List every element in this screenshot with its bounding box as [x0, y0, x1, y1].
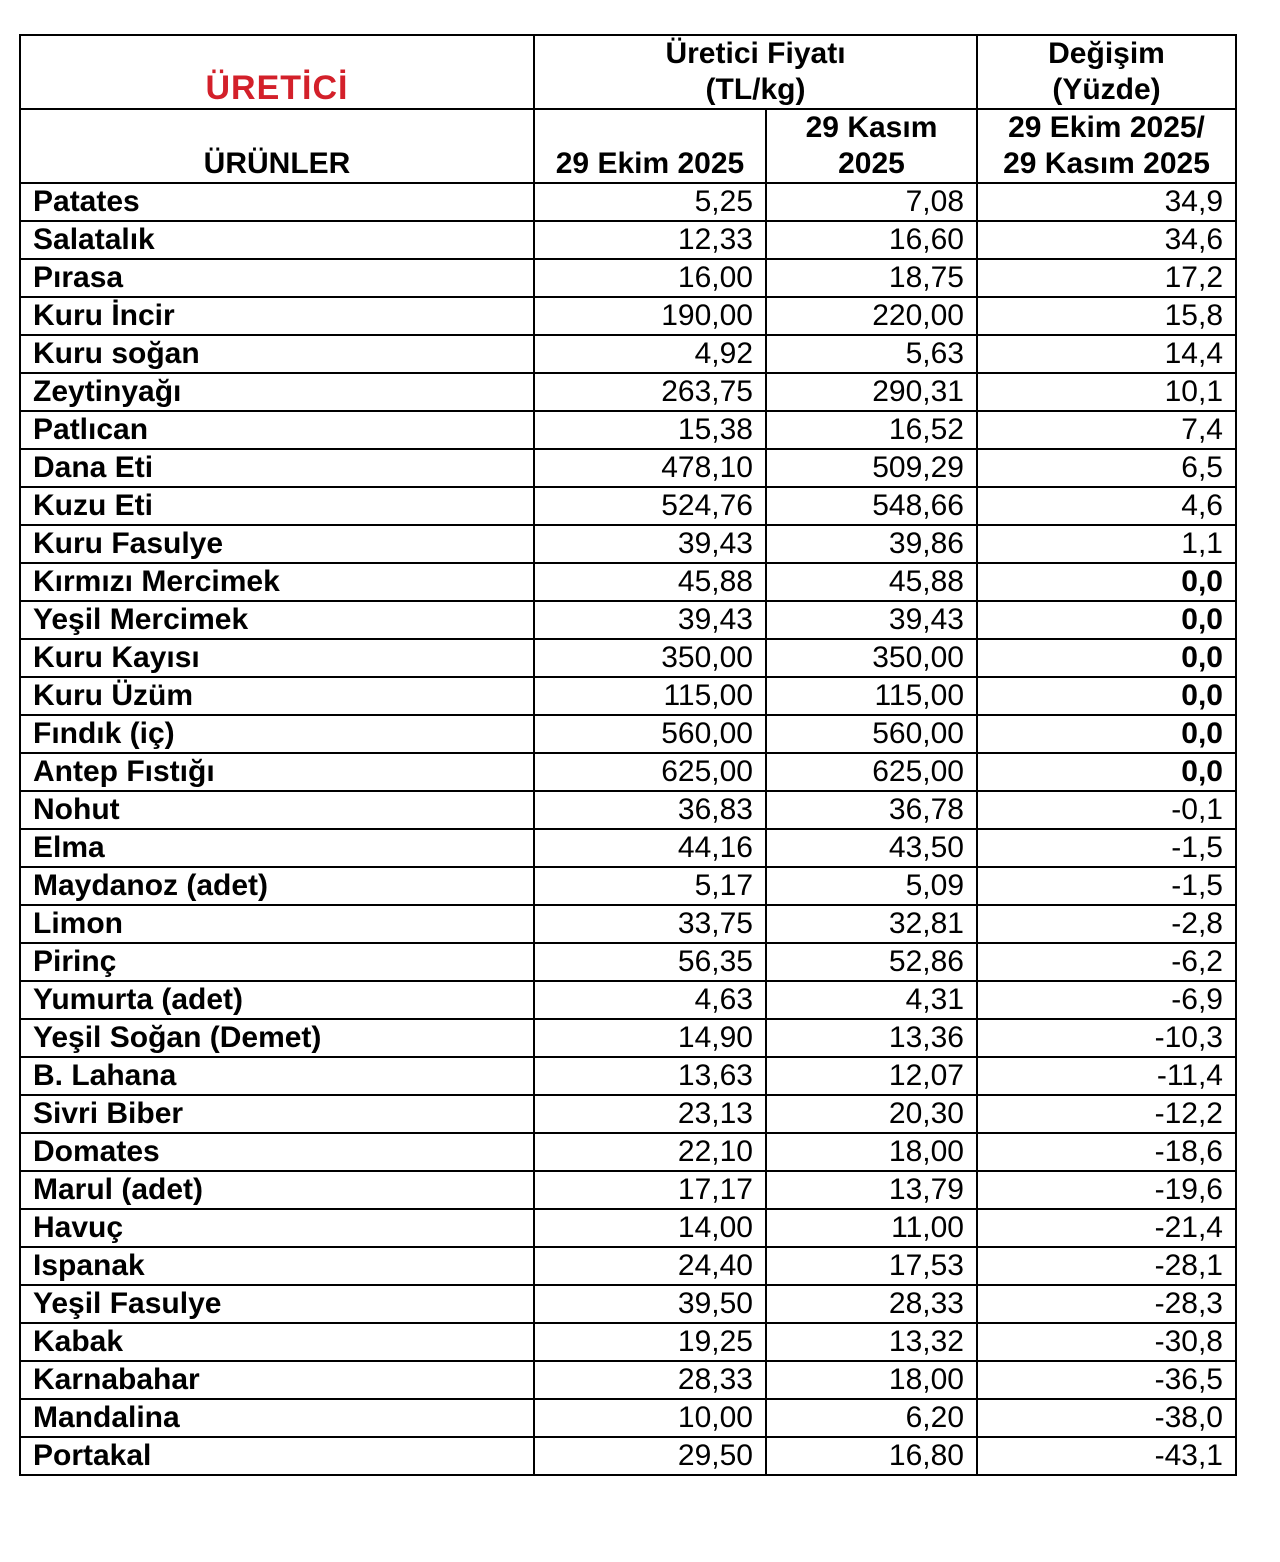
- change-percent: 10,1: [977, 373, 1236, 411]
- change-header: [977, 35, 1236, 109]
- price-oct: 350,00: [534, 639, 766, 677]
- price-oct: 12,33: [534, 221, 766, 259]
- change-percent: 6,5: [977, 449, 1236, 487]
- table-row: [20, 1209, 1236, 1247]
- producer-price-label: Üretici Fiyatı: [665, 37, 846, 70]
- price-oct: 36,83: [534, 791, 766, 829]
- change-percent: -43,1: [977, 1437, 1236, 1475]
- product-name: Kabak: [20, 1323, 534, 1361]
- table-row: [20, 373, 1236, 411]
- product-name: Pirinç: [20, 943, 534, 981]
- table-row: [20, 259, 1236, 297]
- table-row: [20, 297, 1236, 335]
- table-row: [20, 487, 1236, 525]
- change-percent: 34,6: [977, 221, 1236, 259]
- change-percent: 14,4: [977, 335, 1236, 373]
- date-nov-line1: 29 Kasım: [805, 111, 938, 144]
- product-name: Dana Eti: [20, 449, 534, 487]
- table-row: [20, 1171, 1236, 1209]
- change-percent: 0,0: [977, 563, 1236, 601]
- product-name: Kuru Kayısı: [20, 639, 534, 677]
- change-percent: 0,0: [977, 753, 1236, 791]
- change-percent: 34,9: [977, 183, 1236, 221]
- price-oct: 5,17: [534, 867, 766, 905]
- date-oct-header: 29 Ekim 2025: [534, 109, 766, 183]
- price-oct: 115,00: [534, 677, 766, 715]
- table-row: [20, 791, 1236, 829]
- price-nov: 16,60: [766, 221, 977, 259]
- product-name: Limon: [20, 905, 534, 943]
- product-name: Yeşil Fasulye: [20, 1285, 534, 1323]
- change-label: Değişim: [1048, 37, 1165, 70]
- product-name: Kuru Fasulye: [20, 525, 534, 563]
- period-line1: 29 Ekim 2025/: [1008, 111, 1205, 144]
- price-nov: 45,88: [766, 563, 977, 601]
- price-nov: 4,31: [766, 981, 977, 1019]
- product-name: Fındık (iç): [20, 715, 534, 753]
- change-unit: (Yüzde): [1052, 73, 1161, 106]
- price-oct: 23,13: [534, 1095, 766, 1133]
- price-nov: 220,00: [766, 297, 977, 335]
- change-percent: 0,0: [977, 715, 1236, 753]
- price-nov: 18,75: [766, 259, 977, 297]
- change-percent: -28,3: [977, 1285, 1236, 1323]
- date-nov-line2: 2025: [838, 147, 905, 180]
- price-oct: 478,10: [534, 449, 766, 487]
- change-percent: -6,2: [977, 943, 1236, 981]
- change-percent: 0,0: [977, 677, 1236, 715]
- table-row: [20, 715, 1236, 753]
- price-nov: 18,00: [766, 1361, 977, 1399]
- change-percent: -36,5: [977, 1361, 1236, 1399]
- price-nov: 20,30: [766, 1095, 977, 1133]
- product-name: Zeytinyağı: [20, 373, 534, 411]
- table-row: [20, 981, 1236, 1019]
- price-oct: 39,43: [534, 601, 766, 639]
- price-nov: 32,81: [766, 905, 977, 943]
- product-name: Antep Fıstığı: [20, 753, 534, 791]
- price-oct: 524,76: [534, 487, 766, 525]
- price-oct: 625,00: [534, 753, 766, 791]
- table-row: [20, 639, 1236, 677]
- table-row: [20, 829, 1236, 867]
- change-percent: 4,6: [977, 487, 1236, 525]
- product-name: Kuzu Eti: [20, 487, 534, 525]
- product-name: Pırasa: [20, 259, 534, 297]
- product-name: Elma: [20, 829, 534, 867]
- price-oct: 33,75: [534, 905, 766, 943]
- change-percent: -0,1: [977, 791, 1236, 829]
- product-name: Maydanoz (adet): [20, 867, 534, 905]
- product-name: Kırmızı Mercimek: [20, 563, 534, 601]
- header-row-bottom: [20, 109, 1236, 183]
- change-percent: 0,0: [977, 601, 1236, 639]
- price-nov: 350,00: [766, 639, 977, 677]
- change-percent: 0,0: [977, 639, 1236, 677]
- change-percent: 17,2: [977, 259, 1236, 297]
- price-oct: 15,38: [534, 411, 766, 449]
- price-oct: 16,00: [534, 259, 766, 297]
- table-row: [20, 335, 1236, 373]
- price-nov: 290,31: [766, 373, 977, 411]
- table-row: [20, 1247, 1236, 1285]
- change-percent: 7,4: [977, 411, 1236, 449]
- price-oct: 14,90: [534, 1019, 766, 1057]
- price-nov: 16,52: [766, 411, 977, 449]
- table-row: [20, 525, 1236, 563]
- change-percent: -38,0: [977, 1399, 1236, 1437]
- table-row: [20, 1399, 1236, 1437]
- table-row: [20, 943, 1236, 981]
- price-oct: 263,75: [534, 373, 766, 411]
- price-oct: 13,63: [534, 1057, 766, 1095]
- table-row: [20, 1133, 1236, 1171]
- product-name: Salatalık: [20, 221, 534, 259]
- price-oct: 56,35: [534, 943, 766, 981]
- price-nov: 18,00: [766, 1133, 977, 1171]
- product-name: Patlıcan: [20, 411, 534, 449]
- price-nov: 52,86: [766, 943, 977, 981]
- price-nov: 115,00: [766, 677, 977, 715]
- period-line2: 29 Kasım 2025: [1003, 147, 1210, 180]
- price-nov: 5,09: [766, 867, 977, 905]
- products-header: ÜRÜNLER: [20, 109, 534, 183]
- table-row: [20, 753, 1236, 791]
- price-nov: 7,08: [766, 183, 977, 221]
- product-name: Kuru Üzüm: [20, 677, 534, 715]
- table-row: [20, 1019, 1236, 1057]
- price-nov: 6,20: [766, 1399, 977, 1437]
- table-row: [20, 411, 1236, 449]
- table-row: [20, 1095, 1236, 1133]
- price-nov: 17,53: [766, 1247, 977, 1285]
- price-oct: 28,33: [534, 1361, 766, 1399]
- table-row: [20, 677, 1236, 715]
- change-percent: -30,8: [977, 1323, 1236, 1361]
- price-nov: 560,00: [766, 715, 977, 753]
- price-oct: 39,43: [534, 525, 766, 563]
- table-row: [20, 1323, 1236, 1361]
- price-nov: 548,66: [766, 487, 977, 525]
- price-oct: 17,17: [534, 1171, 766, 1209]
- product-name: Domates: [20, 1133, 534, 1171]
- price-oct: 19,25: [534, 1323, 766, 1361]
- change-percent: -2,8: [977, 905, 1236, 943]
- table-row: [20, 449, 1236, 487]
- product-name: Ispanak: [20, 1247, 534, 1285]
- change-percent: -18,6: [977, 1133, 1236, 1171]
- product-name: Patates: [20, 183, 534, 221]
- product-name: Yeşil Mercimek: [20, 601, 534, 639]
- change-percent: -28,1: [977, 1247, 1236, 1285]
- table-row: [20, 1285, 1236, 1323]
- change-percent: -1,5: [977, 829, 1236, 867]
- price-nov: 16,80: [766, 1437, 977, 1475]
- price-nov: 13,32: [766, 1323, 977, 1361]
- product-name: Kuru İncir: [20, 297, 534, 335]
- price-nov: 13,36: [766, 1019, 977, 1057]
- change-percent: -10,3: [977, 1019, 1236, 1057]
- product-name: Portakal: [20, 1437, 534, 1475]
- price-nov: 12,07: [766, 1057, 977, 1095]
- date-nov-header: [766, 109, 977, 183]
- price-oct: 29,50: [534, 1437, 766, 1475]
- change-percent: 1,1: [977, 525, 1236, 563]
- price-oct: 560,00: [534, 715, 766, 753]
- product-name: Havuç: [20, 1209, 534, 1247]
- price-oct: 45,88: [534, 563, 766, 601]
- price-nov: 5,63: [766, 335, 977, 373]
- price-nov: 11,00: [766, 1209, 977, 1247]
- price-nov: 28,33: [766, 1285, 977, 1323]
- price-oct: 10,00: [534, 1399, 766, 1437]
- price-oct: 39,50: [534, 1285, 766, 1323]
- price-oct: 22,10: [534, 1133, 766, 1171]
- change-percent: -1,5: [977, 867, 1236, 905]
- change-percent: -11,4: [977, 1057, 1236, 1095]
- brand-title: ÜRETİCİ: [205, 69, 349, 107]
- price-nov: 39,43: [766, 601, 977, 639]
- change-percent: -21,4: [977, 1209, 1236, 1247]
- product-name: Sivri Biber: [20, 1095, 534, 1133]
- producer-price-header: [534, 35, 977, 109]
- product-name: Yumurta (adet): [20, 981, 534, 1019]
- product-name: Yeşil Soğan (Demet): [20, 1019, 534, 1057]
- table-body: [20, 183, 1236, 1475]
- product-name: Mandalina: [20, 1399, 534, 1437]
- table-row: [20, 1361, 1236, 1399]
- product-name: Karnabahar: [20, 1361, 534, 1399]
- price-nov: 509,29: [766, 449, 977, 487]
- change-percent: -6,9: [977, 981, 1236, 1019]
- price-oct: 190,00: [534, 297, 766, 335]
- table-row: [20, 1437, 1236, 1475]
- price-nov: 36,78: [766, 791, 977, 829]
- price-oct: 14,00: [534, 1209, 766, 1247]
- price-oct: 24,40: [534, 1247, 766, 1285]
- change-percent: -19,6: [977, 1171, 1236, 1209]
- price-nov: 43,50: [766, 829, 977, 867]
- table-row: [20, 221, 1236, 259]
- table-row: [20, 867, 1236, 905]
- price-nov: 39,86: [766, 525, 977, 563]
- table-row: [20, 1057, 1236, 1095]
- table-row: [20, 563, 1236, 601]
- price-nov: 13,79: [766, 1171, 977, 1209]
- header-row-top: [20, 35, 1236, 109]
- table-row: [20, 183, 1236, 221]
- producer-price-unit: (TL/kg): [705, 73, 806, 106]
- price-oct: 5,25: [534, 183, 766, 221]
- producer-price-table: [19, 34, 1237, 1476]
- price-nov: 625,00: [766, 753, 977, 791]
- product-name: Kuru soğan: [20, 335, 534, 373]
- table-row: [20, 905, 1236, 943]
- price-oct: 44,16: [534, 829, 766, 867]
- change-percent: -12,2: [977, 1095, 1236, 1133]
- table-row: [20, 601, 1236, 639]
- period-header: [977, 109, 1236, 183]
- product-name: Nohut: [20, 791, 534, 829]
- product-name: B. Lahana: [20, 1057, 534, 1095]
- brand-cell: [20, 35, 534, 109]
- change-percent: 15,8: [977, 297, 1236, 335]
- price-oct: 4,92: [534, 335, 766, 373]
- product-name: Marul (adet): [20, 1171, 534, 1209]
- price-oct: 4,63: [534, 981, 766, 1019]
